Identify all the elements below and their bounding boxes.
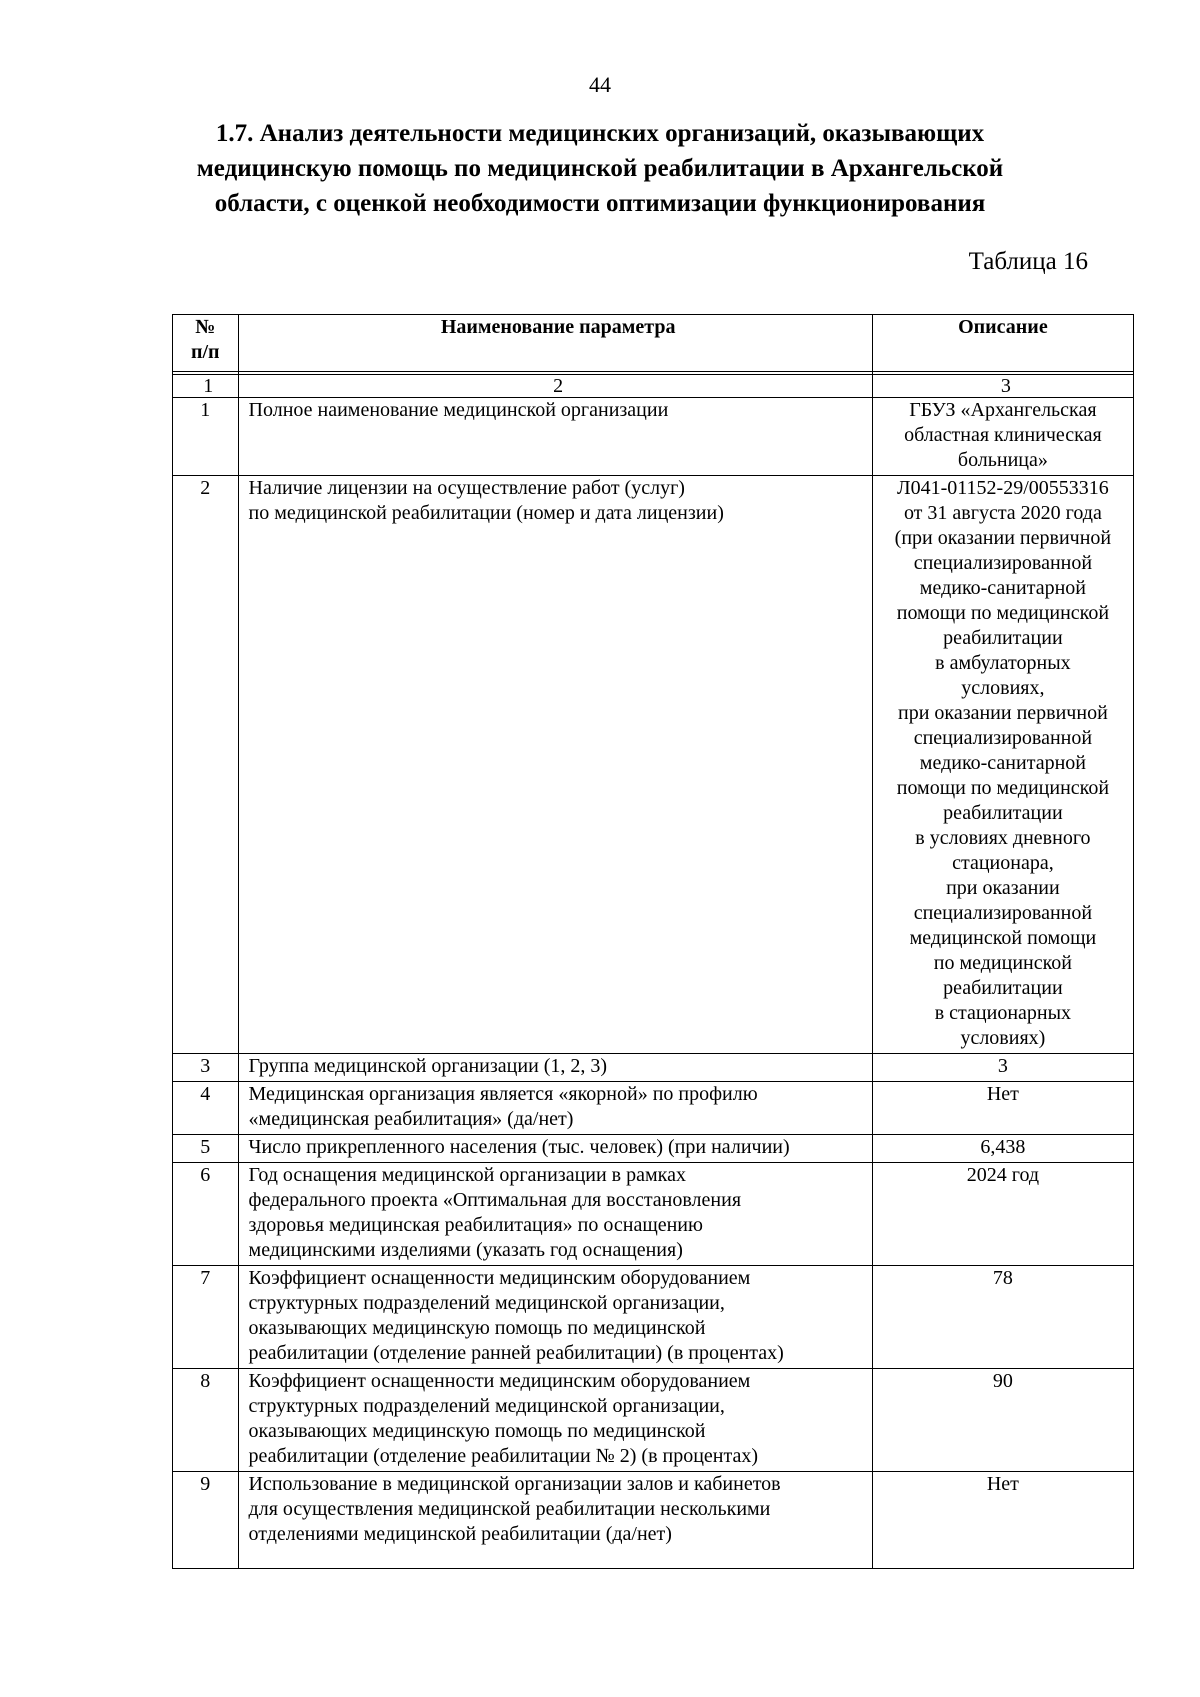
parameter-name [238, 1082, 872, 1135]
parameter-name [238, 1472, 872, 1569]
header-number [173, 315, 239, 372]
header-description: Описание [872, 315, 1133, 372]
table-row [173, 1163, 1134, 1266]
parameter-line: для осуществления медицинской реабилитации несколькими [248, 1498, 771, 1520]
description-line: помощи по медицинской [896, 777, 1110, 799]
parameter-line: Коэффициент оснащенности медицинским оборудованием [248, 1370, 751, 1392]
table-row [173, 1135, 1134, 1163]
description-line: условиях, [961, 677, 1045, 699]
description-line: Нет [986, 1083, 1019, 1105]
title-line: медицинскую помощь по медицинской реабилитации в Архангельской [196, 155, 1004, 182]
parameter-name [238, 1163, 872, 1266]
description-line: специализированной [913, 727, 1093, 749]
parameter-line: структурных подразделений медицинской организации, [248, 1395, 725, 1417]
description-line: в стационарных [934, 1002, 1072, 1024]
description-line: реабилитации [943, 802, 1063, 824]
description-line: по медицинской [933, 952, 1073, 974]
parameter-line: оказывающих медицинскую помощь по медицинской [248, 1420, 706, 1442]
parameter-line: медицинскими изделиями (указать год оснащения) [248, 1239, 683, 1261]
parameters-table [172, 314, 1134, 1569]
page-number: 44 [589, 72, 611, 97]
description-line: 6,438 [980, 1136, 1026, 1158]
parameter-line: оказывающих медицинскую помощь по медицинской [248, 1317, 706, 1339]
table-header-row [173, 315, 1134, 372]
description-line: реабилитации [943, 977, 1063, 999]
description-line: стационара, [952, 852, 1054, 874]
column-number-row [173, 375, 1134, 398]
parameter-line: Год оснащения медицинской организации в рамках [248, 1164, 686, 1186]
title-line: 1.7. Анализ деятельности медицинских организаций, оказывающих [215, 120, 985, 147]
row-number: 1 [173, 398, 239, 476]
parameter-line: здоровья медицинская реабилитация» по оснащению [248, 1214, 703, 1236]
column-number: 3 [872, 375, 1133, 398]
row-number: 7 [173, 1266, 239, 1369]
column-number: 1 [173, 375, 239, 398]
table-body [173, 372, 1134, 1569]
table-row [173, 1082, 1134, 1135]
description-line: 2024 год [966, 1164, 1040, 1186]
parameter-line: отделениями медицинской реабилитации (да/нет) [248, 1523, 672, 1545]
row-number: 2 [173, 476, 239, 1054]
table-caption: Таблица 16 [968, 248, 1088, 275]
table-row [173, 1054, 1134, 1082]
description [872, 398, 1133, 476]
section-title [140, 116, 1060, 221]
description-line: помощи по медицинской [896, 602, 1110, 624]
row-number: 4 [173, 1082, 239, 1135]
row-number: 9 [173, 1472, 239, 1569]
description-line: ГБУЗ «Архангельская [909, 399, 1097, 421]
parameter-line: реабилитации (отделение реабилитации № 2) (в процентах) [248, 1445, 759, 1467]
row-number: 5 [173, 1135, 239, 1163]
description [872, 1369, 1133, 1472]
description-line: от 31 августа 2020 года [903, 502, 1102, 524]
description [872, 1135, 1133, 1163]
description-line: Нет [986, 1473, 1019, 1495]
description-line: 3 [997, 1055, 1008, 1077]
description-line: 90 [992, 1370, 1013, 1392]
parameter-line: по медицинской реабилитации (номер и дата лицензии) [248, 502, 724, 524]
description-line: медико-санитарной [919, 577, 1086, 599]
title-line: области, с оценкой необходимости оптимизации функционирования [214, 190, 986, 217]
parameter-line: «медицинская реабилитация» (да/нет) [248, 1108, 574, 1130]
column-number: 2 [238, 375, 872, 398]
description-line: больница» [957, 449, 1048, 471]
parameter-line: структурных подразделений медицинской организации, [248, 1292, 725, 1314]
description [872, 1054, 1133, 1082]
parameter-line: Коэффициент оснащенности медицинским оборудованием [248, 1267, 751, 1289]
header-parameter: Наименование параметра [238, 315, 872, 372]
parameter-name [238, 1135, 872, 1163]
parameter-name [238, 398, 872, 476]
parameter-name [238, 476, 872, 1054]
description-line: реабилитации [943, 627, 1063, 649]
description-line: специализированной [913, 902, 1093, 924]
description-line: медико-санитарной [919, 752, 1086, 774]
table-row [173, 1369, 1134, 1472]
parameter-name [238, 1369, 872, 1472]
header-number-line: п/п [190, 341, 220, 363]
description-line: 78 [992, 1267, 1013, 1289]
description [872, 1082, 1133, 1135]
parameter-line: Число прикрепленного населения (тыс. человек) (при наличии) [248, 1136, 790, 1158]
parameter-line: Использование в медицинской организации залов и кабинетов [248, 1473, 781, 1495]
table-row [173, 1472, 1134, 1569]
table-row [173, 1266, 1134, 1369]
description-line: при оказании первичной [898, 702, 1108, 724]
description-line: условиях) [960, 1027, 1046, 1049]
parameter-line: реабилитации (отделение ранней реабилитации) (в процентах) [248, 1342, 784, 1364]
description-line: при оказании [946, 877, 1060, 899]
description-line: в условиях дневного [915, 827, 1091, 849]
parameter-line: Полное наименование медицинской организации [248, 399, 669, 421]
parameter-name [238, 1266, 872, 1369]
description-line: областная клиническая [904, 424, 1102, 446]
description-line: специализированной [913, 552, 1093, 574]
description [872, 1163, 1133, 1266]
description [872, 476, 1133, 1054]
parameter-line: Медицинская организация является «якорной» по профилю [248, 1083, 758, 1105]
row-number: 6 [173, 1163, 239, 1266]
parameter-line: Группа медицинской организации (1, 2, 3) [248, 1055, 608, 1077]
description [872, 1266, 1133, 1369]
row-number: 8 [173, 1369, 239, 1472]
description-line: в амбулаторных [935, 652, 1071, 674]
row-number: 3 [173, 1054, 239, 1082]
description [872, 1472, 1133, 1569]
header-number-line: № [195, 316, 216, 338]
description-line: медицинской помощи [909, 927, 1097, 949]
description-line: Л041-01152-29/00553316 [897, 477, 1109, 499]
table-row [173, 398, 1134, 476]
parameter-line: Наличие лицензии на осуществление работ (услуг) [248, 477, 685, 499]
parameter-name [238, 1054, 872, 1082]
parameter-line: федерального проекта «Оптимальная для восстановления [248, 1189, 742, 1211]
description-line: (при оказании первичной [894, 527, 1112, 549]
table-row [173, 476, 1134, 1054]
